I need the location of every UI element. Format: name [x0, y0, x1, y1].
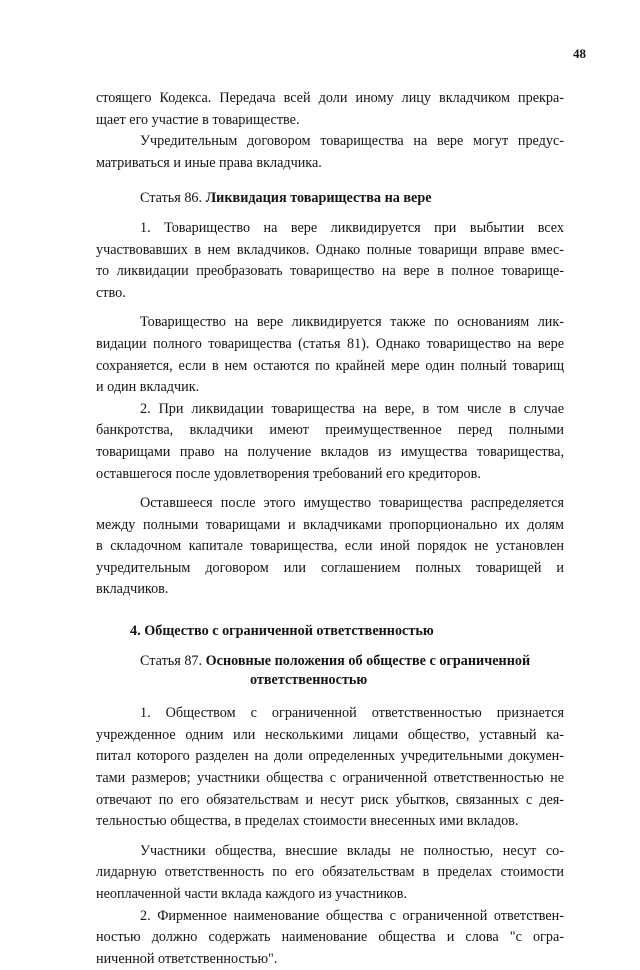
- paragraph-continuation: [96, 88, 564, 131]
- text-line: тами размеров; участники общества с ограниченной ответственностью не: [96, 770, 564, 787]
- article-number: Статья 86.: [140, 190, 203, 207]
- text-line: учрежденное одним или несколькими лицами общество, уставный ка-: [96, 726, 564, 743]
- text-line: 1. Товарищество на вере ликвидируется при выбытии всех: [140, 219, 564, 236]
- text-line: ниченной ответственностью".: [96, 950, 278, 967]
- text-line: учредительным договором или соглашением полных товарищей и: [96, 559, 564, 576]
- text-line: питал которого разделен на доли определенных учредительными докумен-: [96, 748, 564, 765]
- text-line: тельностью общества, в пределах стоимости внесенных ими вкладов.: [96, 813, 519, 830]
- article-title: Ликвидация товарищества на вере: [205, 190, 432, 207]
- text-line: оставшегося после удовлетворения требований его кредиторов.: [96, 465, 481, 482]
- paragraph: [96, 906, 564, 970]
- section-4-heading: 4. Общество с ограниченной ответственностью: [130, 623, 434, 640]
- page-number: 48: [573, 46, 586, 61]
- text-line: 2. Фирменное наименование общества с ограниченной ответствен-: [140, 907, 564, 924]
- paragraph: [96, 218, 564, 304]
- text-line: ностью должно содержать наименование общества и слова "с огра-: [96, 929, 564, 946]
- article-87-heading: [96, 651, 564, 673]
- paragraph: [96, 493, 564, 601]
- text-line: Участники общества, внесшие вклады не полностью, несут со-: [140, 842, 564, 859]
- text-line: сохраняется, если в нем остаются по крайней мере один полный товарищ: [96, 357, 564, 374]
- text-line: неоплаченной части вклада каждого из участников.: [96, 886, 407, 902]
- text-line: щает его участие в товариществе.: [96, 111, 300, 128]
- text-line: Товарищество на вере ликвидируется также по основаниям лик-: [140, 314, 564, 331]
- article-title-continuation: ответственностью: [250, 672, 368, 689]
- paragraph: [96, 399, 564, 485]
- text-line: отвечают по его обязательствам и несут риск убытков, связанных с дея-: [96, 791, 564, 808]
- article-86-heading: [96, 188, 564, 210]
- document-body: [96, 88, 564, 970]
- text-line: 2. При ликвидации товарищества на вере, в том числе в случае: [140, 400, 564, 417]
- text-line: то ликвидации преобразовать товарищество на вере в полное товарище-: [96, 263, 564, 280]
- text-line: 1. Обществом с ограниченной ответственностью признается: [140, 705, 564, 722]
- text-line: лидарную ответственность по его обязательствам в пределах стоимости: [96, 864, 564, 881]
- text-line: Оставшееся после этого имущество товарищества распределяется: [140, 495, 564, 512]
- text-line: товарищами право на получение вкладов из имущества товарищества,: [96, 443, 564, 460]
- article-number: Статья 87.: [140, 652, 203, 669]
- text-line: видации полного товарищества (статья 81). Однако товарищество на вере: [96, 335, 564, 352]
- paragraph: [96, 841, 564, 906]
- text-line: вкладчиков.: [96, 581, 169, 598]
- paragraph: [96, 312, 564, 398]
- text-line: в складочном капитале товарищества, если иной порядок не установлен: [96, 538, 564, 555]
- text-line: стоящего Кодекса. Передача всей доли иному лицу вкладчиком прекра-: [96, 90, 564, 106]
- text-line: участвовавших в нем вкладчиков. Однако полные товарищи вправе вмес-: [96, 241, 564, 258]
- text-line: между полными товарищами и вкладчиками пропорционально их долям: [96, 516, 564, 533]
- text-line: банкротства, вкладчики имеют преимущественное перед полными: [96, 422, 564, 439]
- text-line: матриваться и иные права вкладчика.: [96, 154, 322, 171]
- paragraph: [96, 131, 564, 174]
- text-line: Учредительным договором товарищества на вере могут предус-: [140, 133, 564, 150]
- article-title: Основные положения об обществе с ограниченной: [205, 652, 531, 669]
- text-line: ство.: [96, 284, 126, 301]
- paragraph: [96, 703, 564, 833]
- text-line: и один вкладчик.: [96, 379, 200, 396]
